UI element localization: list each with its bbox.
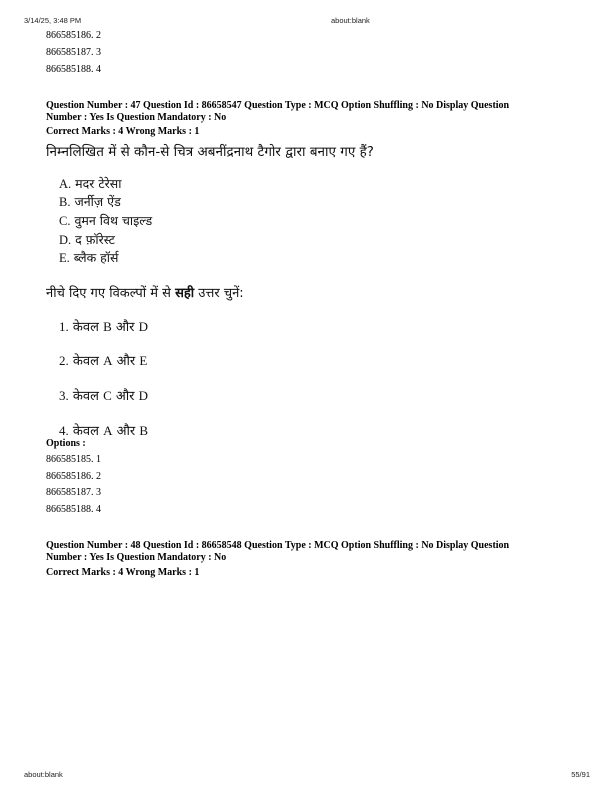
q47-meta-line2: Number : Yes Is Question Mandatory : No (46, 112, 227, 123)
page-number: 55/91 (571, 770, 590, 779)
choice-letter: B. (59, 195, 71, 209)
answer-number: 1. (59, 319, 69, 334)
q47-meta-line1: Question Number : 47 Question Id : 86658547 Question Type : MCQ Option Shuffling : No Display Question (46, 100, 510, 111)
q47-answer-1 (59, 317, 148, 335)
answer-pre: केवल (72, 320, 104, 335)
print-url: about:blank (331, 16, 370, 25)
answer-letter-a: B (103, 319, 112, 334)
q47-answer-2 (59, 351, 147, 369)
q47-option-1: 866585185. 1 (46, 454, 101, 465)
q48-meta-line1: Question Number : 48 Question Id : 86658548 Question Type : MCQ Option Shuffling : No Display Question (46, 540, 510, 551)
answer-letter-b: E (139, 353, 148, 368)
choice-text: मदर टेरेसा (75, 176, 122, 191)
answer-letter-a: A (103, 353, 113, 368)
q47-choice-b (59, 193, 121, 211)
print-datetime: 3/14/25, 3:48 PM (24, 16, 82, 25)
answer-mid: और (112, 424, 140, 439)
prev-option-2: 866585186. 2 (46, 30, 101, 41)
choice-letter: A. (59, 177, 72, 191)
instruction-bold: सही (175, 286, 195, 301)
q47-choice-d (59, 231, 115, 249)
answer-mid: और (111, 389, 139, 404)
prev-option-4: 866585188. 4 (46, 64, 101, 75)
q47-option-2: 866585186. 2 (46, 471, 101, 482)
choice-text: जर्नीज़ ऐंड (74, 194, 121, 209)
answer-letter-b: B (139, 423, 149, 438)
q48-marks: Correct Marks : 4 Wrong Marks : 1 (46, 567, 200, 578)
answer-pre: केवल (72, 424, 104, 439)
choice-text: द फ़ॉरेस्ट (75, 232, 115, 247)
q47-question-text: निम्नलिखित में से कौन-से चित्र अबनींद्रनाथ टैगोर द्वारा बनाए गए हैं? (46, 144, 374, 160)
answer-mid: और (112, 354, 140, 369)
q47-answer-4 (59, 421, 148, 439)
prev-option-3: 866585187. 3 (46, 47, 101, 58)
footer-url: about:blank (24, 770, 63, 779)
answer-number: 4. (59, 423, 69, 438)
q47-option-3: 866585187. 3 (46, 487, 101, 498)
answer-letter-b: D (138, 319, 149, 334)
q47-option-4: 866585188. 4 (46, 504, 101, 515)
answer-number: 2. (59, 353, 69, 368)
answer-letter-a: A (103, 423, 113, 438)
q48-meta-line2: Number : Yes Is Question Mandatory : No (46, 552, 227, 563)
q47-choice-c (59, 212, 152, 230)
answer-letter-a: C (103, 388, 112, 403)
instruction-pre: नीचे दिए गए विकल्पों में से (46, 286, 176, 301)
answer-number: 3. (59, 388, 69, 403)
answer-pre: केवल (72, 389, 104, 404)
answer-letter-b: D (138, 388, 149, 403)
choice-text: वुमन विथ चाइल्ड (74, 213, 153, 228)
choice-letter: C. (59, 214, 71, 228)
choice-text: ब्लैक हॉर्स (73, 250, 119, 265)
q47-answer-3 (59, 386, 148, 404)
choice-letter: E. (59, 251, 70, 265)
instruction-post: उत्तर चुनें: (194, 286, 244, 301)
q47-choice-e (59, 249, 118, 267)
q47-options-label: Options : (46, 438, 86, 449)
choice-letter: D. (59, 233, 72, 247)
q47-marks: Correct Marks : 4 Wrong Marks : 1 (46, 126, 200, 137)
q47-choice-a (59, 175, 121, 193)
answer-mid: और (111, 320, 139, 335)
answer-pre: केवल (72, 354, 104, 369)
q47-instruction (46, 283, 244, 301)
